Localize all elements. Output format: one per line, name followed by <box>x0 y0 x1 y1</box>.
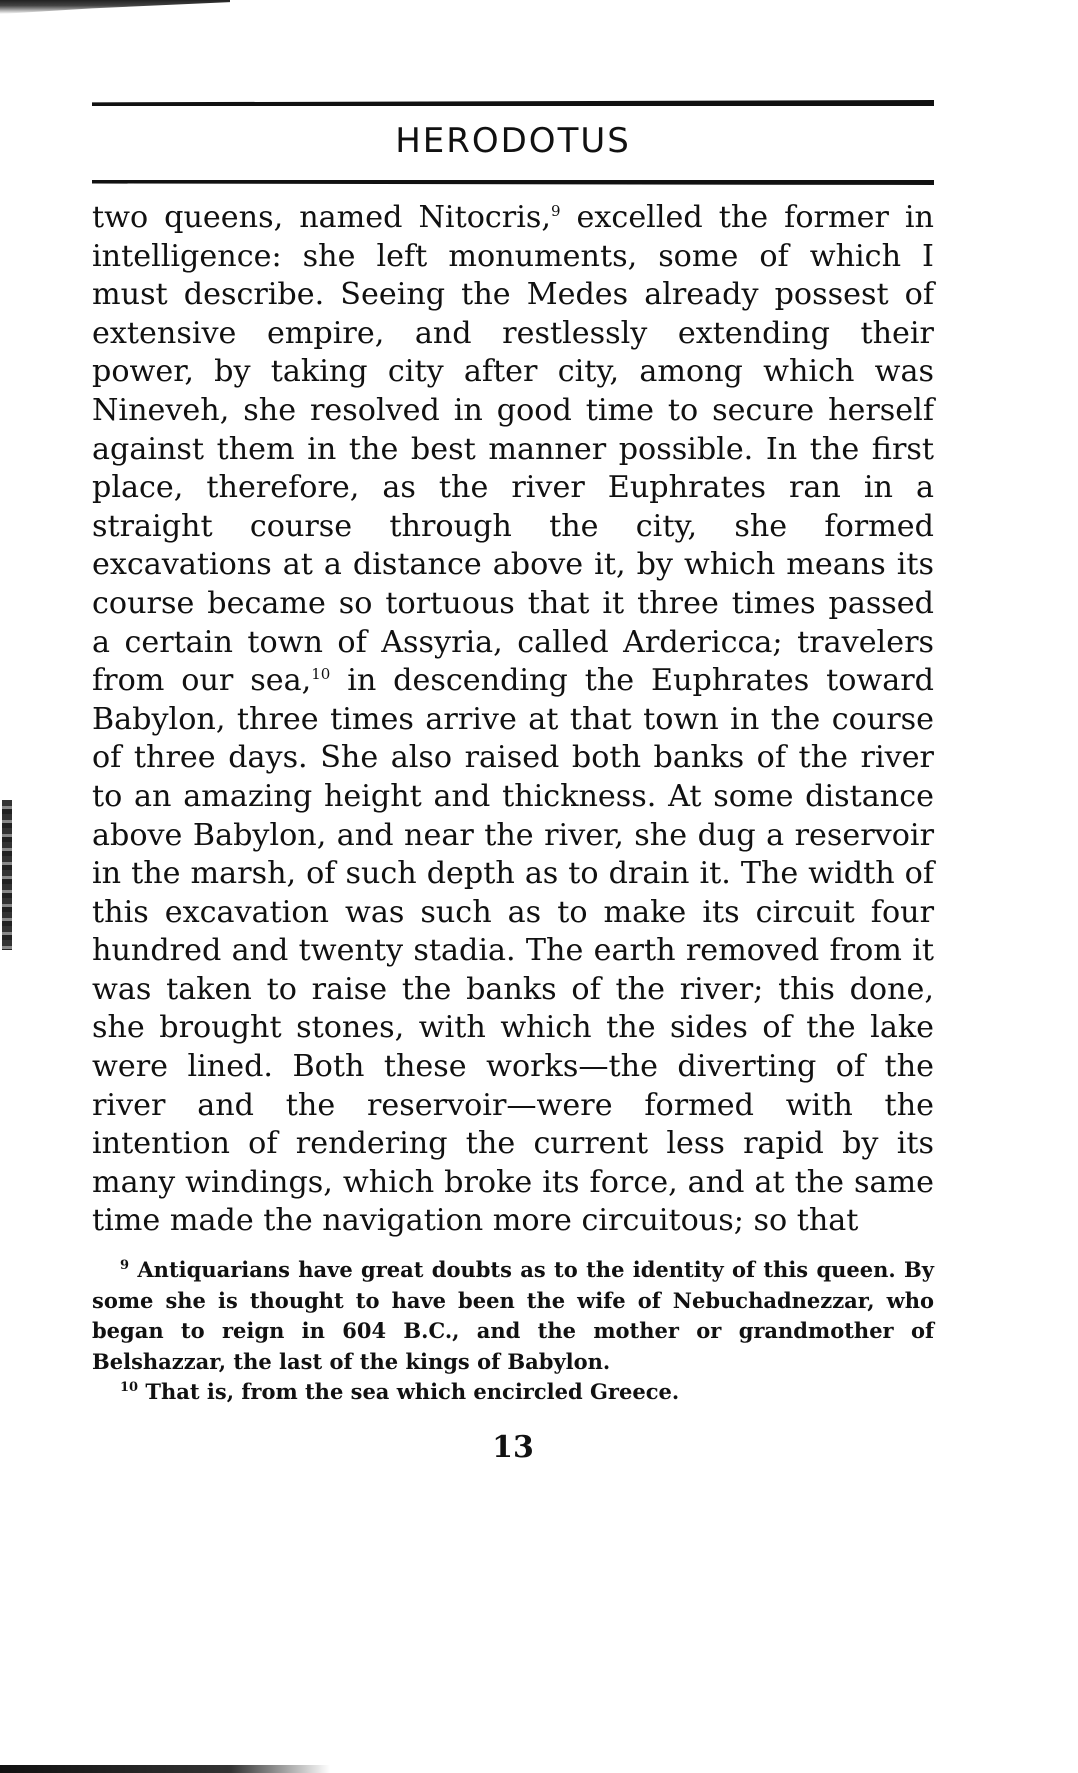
footnote-marker: 9 <box>120 1258 130 1274</box>
body-text-part-1: two queens, named Nitocris, <box>92 200 551 235</box>
body-paragraph <box>92 199 934 1241</box>
body-text-part-2: excelled the former in intelligence: she left monuments, some of which I must describe. Seeing the Medes already possest of extensive empire, and restlessly extending their power, by taking city after city, among which was Nineveh, she resolved in good time to secure herself against them in the best manner possible. In the first place, therefore, as the river Euphrates ran in a straight course through the city, she formed excavations at a distance above it, by which means its course became so tortuous that it three times passed a certain town of Assyria, called Ardericca; travelers from our sea, <box>92 200 934 699</box>
book-page <box>92 100 934 1465</box>
page-number: 13 <box>492 1429 534 1465</box>
footnote-ref-10: 10 <box>311 665 331 684</box>
body-text-part-3: in descending the Euphrates toward Babylon, three times arrive at that town in the course of three days. She also raised both banks of the river to an amazing height and thickness. At some distance above Babylon, and near the river, she dug a reservoir in the marsh, of such depth as to drain it. The width of this excavation was such as to make its circuit four hundred and twenty stadia. The earth removed from it was taken to raise the banks of the river; this done, she brought stones, with which the sides of the lake were lined. Both these works—the diverting of the river and the reservoir—were formed with the intention of rendering the current less rapid by its many windings, which broke its force, and at the same time made the navigation more circuitous; so that <box>92 663 935 1239</box>
footnote-10 <box>92 1377 934 1408</box>
header-rule-bottom <box>92 180 934 185</box>
scan-edge-mark-top <box>0 0 230 14</box>
scan-edge-mark-left <box>2 800 12 950</box>
footnote-text: That is, from the sea which encircled Greece. <box>145 1379 680 1405</box>
footnote-text: Antiquarians have great doubts as to the identity of this queen. By some she is thought to have been the wife of Nebuchadnezzar, who began to reign in 604 B.C., and the mother or grandmother of Belshazzar, the last of the kings of Babylon. <box>92 1257 935 1374</box>
running-head: HERODOTUS <box>395 121 631 161</box>
scan-edge-mark-bottom <box>0 1765 330 1773</box>
footnotes <box>92 1255 934 1408</box>
footnote-9 <box>92 1255 934 1377</box>
header-rule-top <box>92 100 934 106</box>
footnote-ref-9: 9 <box>550 201 561 220</box>
footnote-marker: 10 <box>120 1380 139 1396</box>
